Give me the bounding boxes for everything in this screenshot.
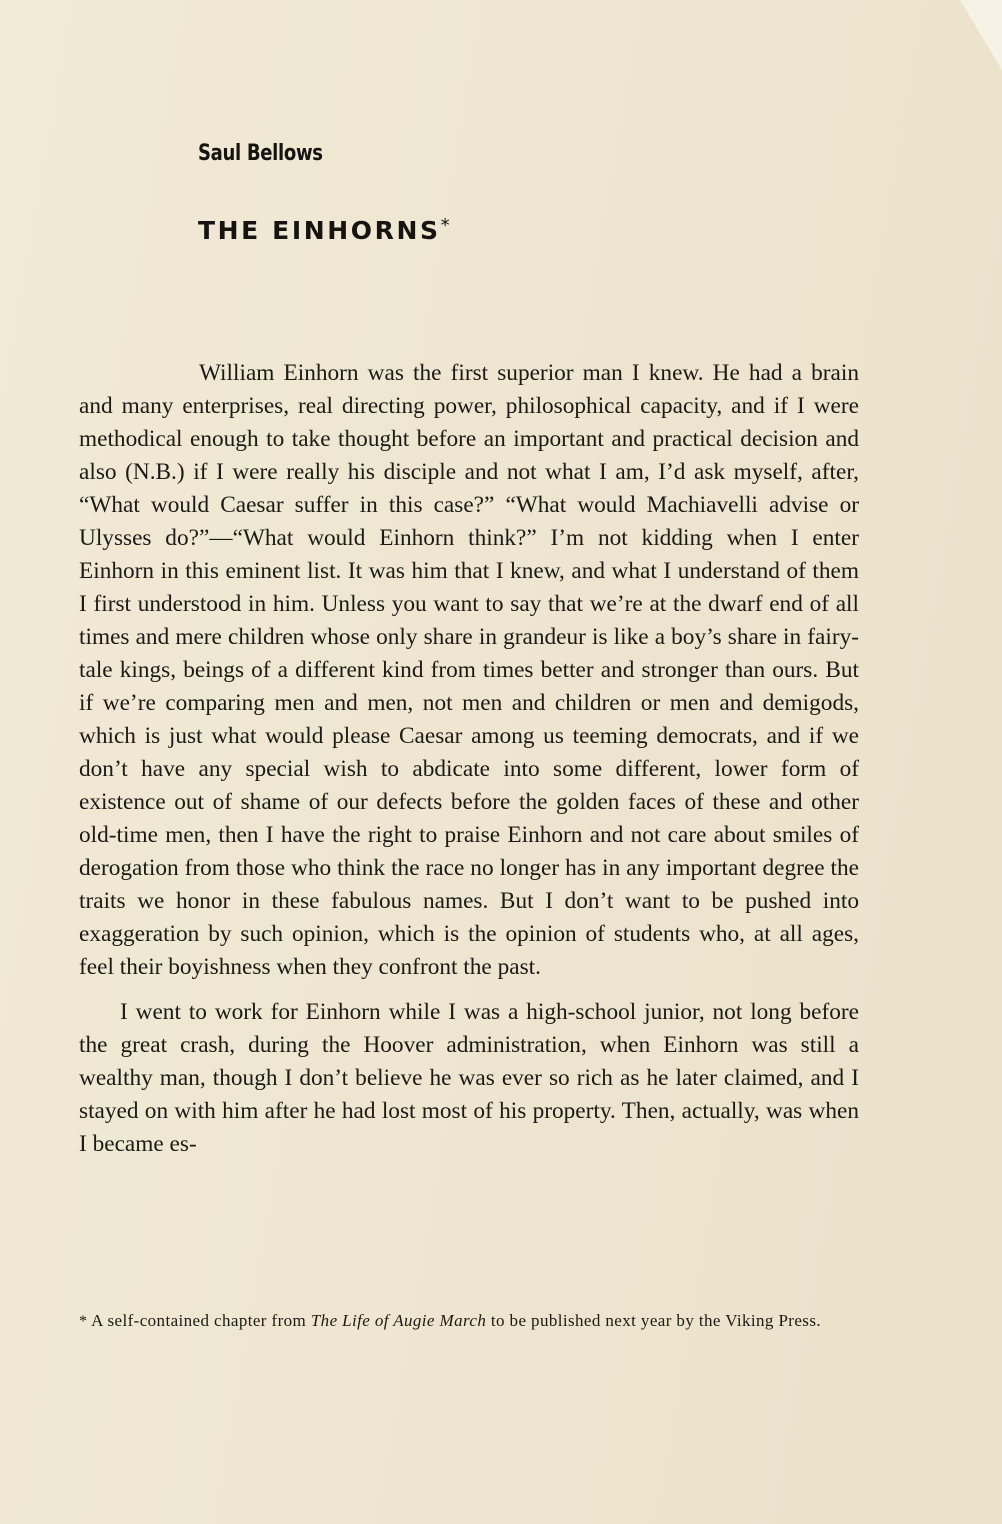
body-paragraph: William Einhorn was the first superior man I knew. He had a brain and many enterprises, real directing power, philosophical capacity, and if I were methodical enough to take thought before an important and practical decision and also (N.B.) if I were really his disciple and not what I am, I’d ask myself, after, “What would Caesar suffer in this case?” “What would Machiavelli advise or Ulysses do?”—“What would Einhorn think?” I’m not kidding when I enter Einhorn in this eminent list. It was him that I knew, and what I understand of them I first understood in him. Unless you want to say that we’re at the dwarf end of all times and mere children whose only share in grandeur is like a boy’s share in fairy-tale kings, beings of a different kind from times better and stronger than ours. But if we’re comparing men and men, not men and children or men and demigods, which is just what would please Caesar among us teeming democrats, and if we don’t have any special wish to abdicate into some different, lower form of existence out of shame of our defects before the golden faces of these and other old-time men, then I have the right to praise Einhorn and not care about smiles of derogation from those who think the race no longer has in any important degree the traits we honor in these fabulous names. But I don’t want to be pushed into exaggeration by such opinion, which is the opinion of students who, at all ages, feel their boyishness when they confront the past.: [79, 360, 859, 980]
footnote: [79, 1311, 859, 1332]
chapter-body: [79, 357, 859, 1161]
chapter-title: [198, 215, 450, 245]
body-paragraph: I went to work for Einhorn while I was a high-school junior, not long before the great crash, during the Hoover administration, when Einhorn was still a wealthy man, though I don’t believe he was ever so rich as he later claimed, and I stayed on with him after he had lost most of his property. Then, actually, was when I became es-: [79, 999, 859, 1157]
footnote-mark: *: [79, 1313, 88, 1330]
footnote-text-after: to be published next year by the Viking Press.: [486, 1311, 821, 1330]
page-corner-fold: [960, 0, 1002, 70]
author-name: Saul Bellows: [198, 141, 323, 166]
footnote-text-before: A self-contained chapter from: [87, 1311, 311, 1330]
footnote-reference-mark: *: [440, 215, 450, 236]
footnote-book-title: The Life of Augie March: [310, 1311, 487, 1330]
chapter-title-text: THE EINHORNS: [198, 216, 441, 245]
